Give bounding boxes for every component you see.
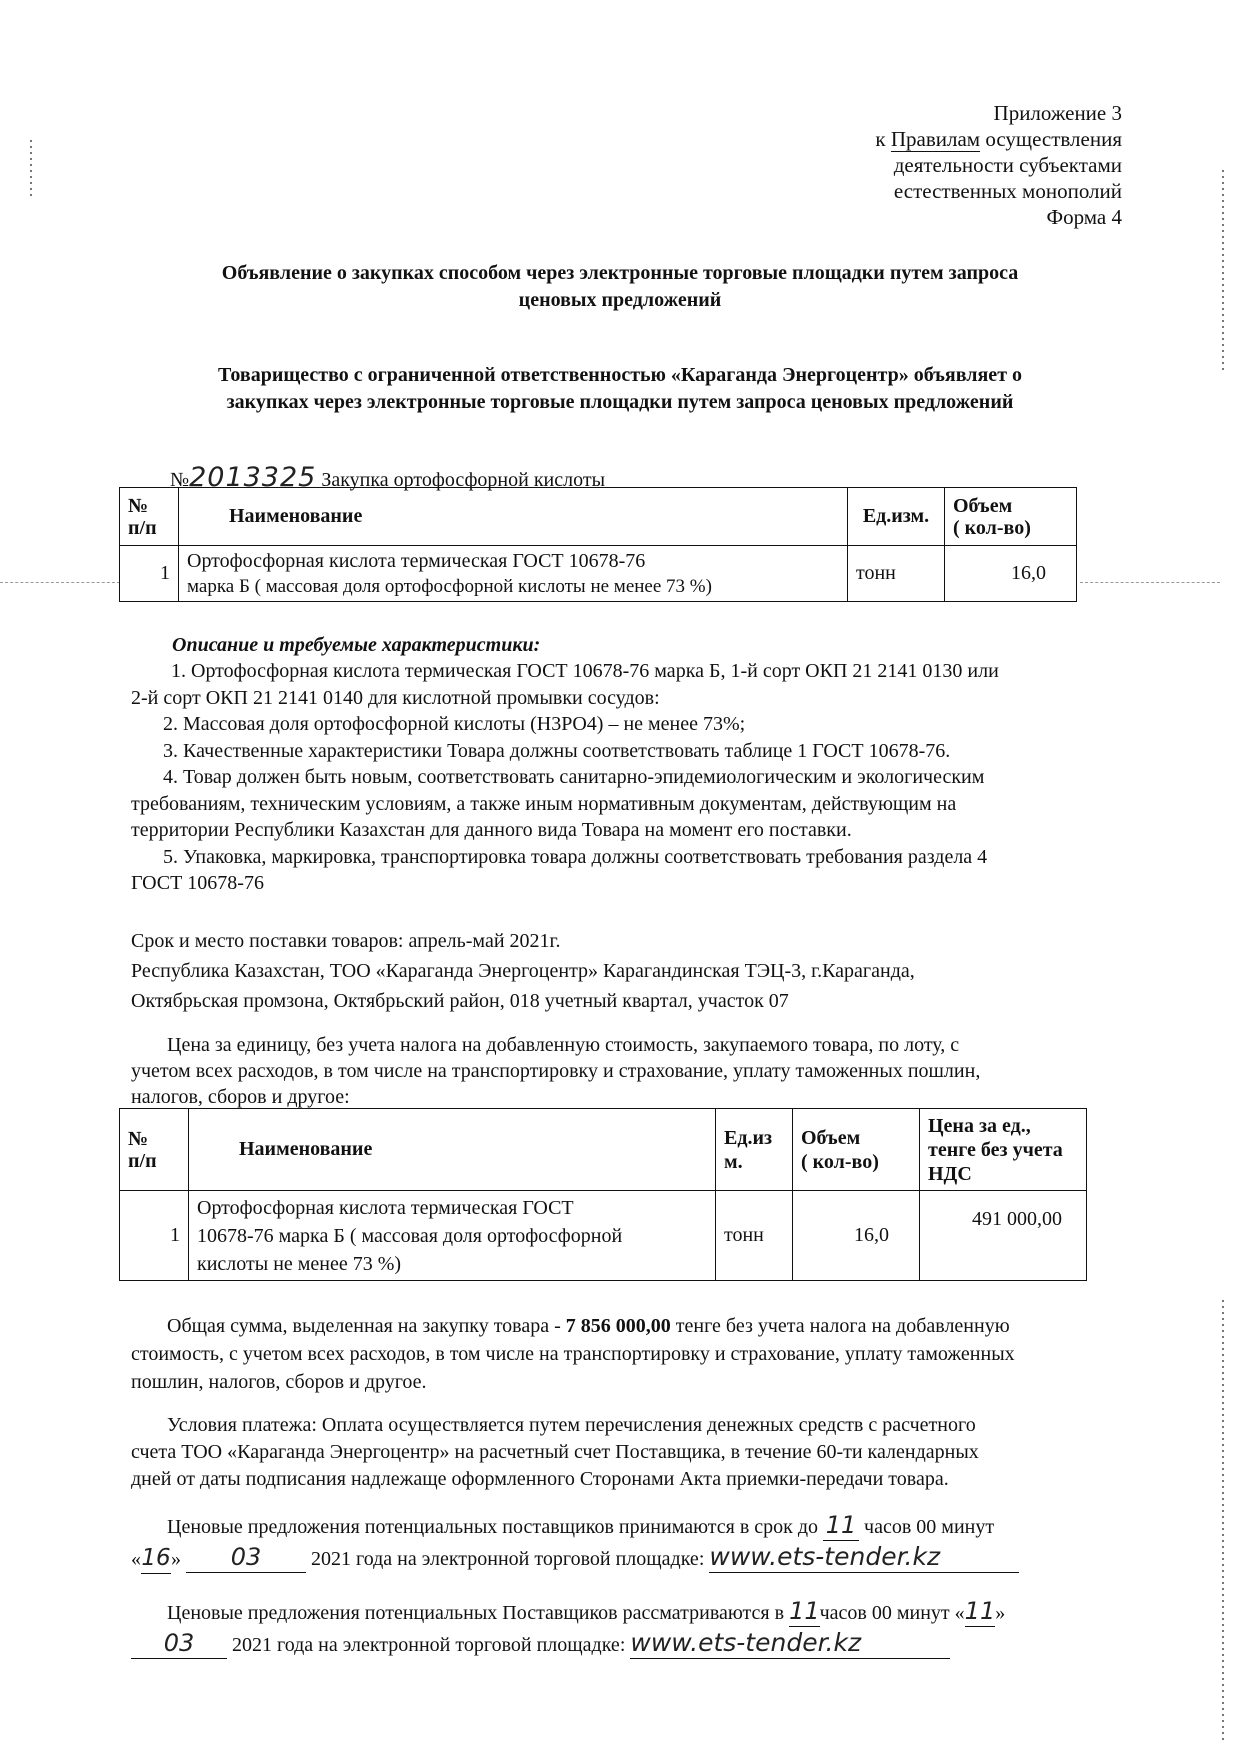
- scan-line-left: [0, 582, 120, 583]
- scan-edge-right-lower: [1222, 1300, 1224, 1740]
- lot-table-row-unit: тонн: [848, 546, 945, 602]
- total-line1-suffix: тенге без учета налога на добавленную: [670, 1315, 1010, 1337]
- acceptance-site: www.ets-tender.kz: [709, 1542, 1019, 1573]
- total-block: [131, 1312, 1119, 1396]
- price-table: [119, 1108, 1087, 1281]
- review-month: 03: [131, 1628, 227, 1659]
- lot-table-header-unit: Ед.изм.: [848, 488, 945, 546]
- lot-number-prefix: №: [170, 469, 190, 491]
- acceptance-text1: Ценовые предложения потенциальных поставщиков принимаются в срок до: [167, 1516, 819, 1538]
- org-statement-line2: закупках через электронные торговые площадки путем запроса ценовых предложений: [226, 391, 1014, 413]
- price-intro-line2: учетом всех расходов, в том числе на транспортировку и страхование, уплату таможенных пошлин,: [131, 1060, 981, 1082]
- appendix-line1: Приложение 3: [993, 101, 1122, 125]
- document-title-line1: Объявление о закупках способом через электронные торговые площадки путем запроса: [221, 262, 1019, 284]
- acceptance-line1: [131, 1510, 1131, 1542]
- payment-line2: счета ТОО «Караганда Энергоцентр» на расчетный счет Поставщика, в течение 60-ти календарных: [131, 1441, 979, 1463]
- description-item-5: 5. Упаковка, маркировка, транспортировка товара должны соответствовать требования раздела 4: [163, 845, 988, 868]
- lot-table-header-name: Наименование: [179, 488, 848, 546]
- price-intro-line3: налогов, сборов и другое:: [131, 1086, 350, 1108]
- price-table-header-num: № п/п: [120, 1109, 189, 1191]
- org-statement-line1: Товарищество с ограниченной ответственностью «Караганда Энергоцентр» объявляет о: [217, 364, 1023, 386]
- description-item-1: 1. Ортофосфорная кислота термическая ГОСТ 10678-76 марка Б, 1-й сорт ОКП 21 2141 0130 или: [171, 660, 999, 682]
- price-table-header-price: Цена за ед., тенге без учета НДС: [920, 1109, 1087, 1191]
- price-table-row-name-line2: 10678-76 марка Б ( массовая доля ортофосфорной: [197, 1224, 623, 1247]
- description-item-2: 2. Массовая доля ортофосфорной кислоты (H3PO4) – не менее 73%;: [163, 713, 746, 735]
- appendix-line2-prefix: к: [875, 127, 891, 151]
- review-text1: Ценовые предложения потенциальных Поставщиков рассматриваются в: [167, 1602, 785, 1624]
- lot-table-row-name-line1: Ортофосфорная кислота термическая ГОСТ 10678-76: [187, 549, 646, 572]
- org-statement: [120, 362, 1120, 416]
- price-table-row-name: [189, 1191, 716, 1281]
- lot-table: [119, 487, 1077, 602]
- appendix-line4: естественных монополий: [893, 179, 1122, 203]
- lot-table-row-num: 1: [120, 546, 179, 602]
- description-list: [131, 658, 1121, 897]
- scan-edge-right: [1222, 170, 1224, 370]
- description-item-4-cont1: требованиям, техническим условиям, а также иным нормативным документам, действующим на: [131, 792, 957, 815]
- payment-line1: Условия платежа: Оплата осуществляется путем перечисления денежных средств с расчетного: [167, 1414, 976, 1436]
- acceptance-month: 03: [186, 1542, 306, 1573]
- document-title-line2: ценовых предложений: [518, 289, 722, 311]
- lot-table-row-name: [179, 546, 848, 602]
- lot-name: Закупка ортофосфорной кислоты: [321, 469, 606, 491]
- appendix-line2: [875, 126, 1122, 152]
- rules-link[interactable]: Правилам: [890, 127, 981, 151]
- description-heading: Описание и требуемые характеристики:: [172, 634, 541, 656]
- lot-table-row-qty: 16,0: [945, 546, 1077, 602]
- review-site: www.ets-tender.kz: [630, 1628, 950, 1659]
- appendix-line2-suffix: осуществления: [980, 127, 1122, 151]
- review-text3: 2021 года на электронной торговой площадке:: [232, 1634, 626, 1656]
- price-table-row-name-line3: кислоты не менее 73 %): [197, 1252, 402, 1275]
- appendix-block: [875, 100, 1122, 230]
- payment-line3: дней от даты подписания надлежаще оформленного Сторонами Акта приемки-передачи товара.: [131, 1468, 949, 1490]
- price-table-row-qty: 16,0: [793, 1191, 920, 1281]
- price-table-row-price: 491 000,00: [920, 1191, 1087, 1281]
- lot-table-header-num: № п/п: [120, 488, 179, 546]
- price-table-row: [120, 1191, 1087, 1281]
- review-day: 11: [964, 1597, 996, 1625]
- price-table-row-name-line1: Ортофосфорная кислота термическая ГОСТ: [197, 1196, 574, 1219]
- delivery-line2: Республика Казахстан, ТОО «Караганда Энергоцентр» Карагандинская ТЭЦ-3, г.Караганда,: [131, 960, 915, 982]
- acceptance-hour: 11: [823, 1510, 859, 1541]
- description-item-4-cont2: территории Республики Казахстан для данного вида Товара на момент его поставки.: [131, 819, 852, 841]
- price-table-header-row: [120, 1109, 1087, 1191]
- appendix-line5: Форма 4: [1046, 205, 1122, 229]
- appendix-line3: деятельности субъектами: [893, 153, 1122, 177]
- price-table-header-unit: Ед.из м.: [716, 1109, 793, 1191]
- payment-block: [131, 1412, 1119, 1493]
- price-table-row-num: 1: [120, 1191, 189, 1281]
- acceptance-line2: [131, 1542, 1131, 1574]
- price-table-header-name: Наименование: [189, 1109, 716, 1191]
- acceptance-day: 16: [141, 1543, 171, 1574]
- description-item-5-cont: ГОСТ 10678-76: [131, 872, 264, 894]
- lot-table-header-qty: Объем ( кол-во): [945, 488, 1077, 546]
- scan-edge-left: [30, 140, 32, 200]
- total-amount: 7 856 000,00: [565, 1315, 671, 1337]
- delivery-line3: Октябрьская промзона, Октябрьский район, 018 учетный квартал, участок 07: [131, 990, 789, 1012]
- description-item-1-cont: 2-й сорт ОКП 21 2141 0140 для кислотной промывки сосудов:: [131, 686, 660, 709]
- price-table-header-qty: Объем ( кол-во): [793, 1109, 920, 1191]
- lot-table-header-row: [120, 488, 1077, 546]
- review-line2: [131, 1628, 1131, 1660]
- price-intro: [131, 1032, 1119, 1110]
- scan-line-right: [1080, 582, 1220, 583]
- document-title: [120, 260, 1120, 314]
- delivery-block: [131, 926, 915, 1016]
- price-intro-line1: Цена за единицу, без учета налога на добавленную стоимость, закупаемого товара, по лоту, с: [167, 1034, 960, 1056]
- review-close-quote: »: [995, 1602, 1006, 1624]
- review-hour: 11: [789, 1597, 820, 1625]
- acceptance-open-quote: «: [131, 1548, 141, 1570]
- price-table-row-unit: тонн: [716, 1191, 793, 1281]
- total-line2: стоимость, с учетом всех расходов, в том числе на транспортировку и страхование, уплату таможенных: [131, 1343, 1015, 1365]
- total-line1: [131, 1312, 1119, 1340]
- acceptance-block: [131, 1510, 1131, 1574]
- acceptance-text3: 2021 года на электронной торговой площадке:: [311, 1548, 705, 1570]
- review-text2: часов 00 минут «: [819, 1602, 965, 1624]
- lot-number-handwritten: 2013325: [189, 462, 317, 493]
- delivery-line1: Срок и место поставки товаров: апрель-май 2021г.: [131, 930, 561, 952]
- acceptance-text2: часов 00 минут: [864, 1516, 995, 1538]
- acceptance-close-quote: »: [171, 1548, 181, 1570]
- description-item-3: 3. Качественные характеристики Товара должны соответствовать таблице 1 ГОСТ 10678-76.: [163, 739, 951, 762]
- lot-table-row: [120, 546, 1077, 602]
- lot-table-row-name-line2: марка Б ( массовая доля ортофосфорной кислоты не менее 73 %): [187, 575, 712, 597]
- review-line1: [131, 1596, 1131, 1628]
- total-line1-prefix: Общая сумма, выделенная на закупку товара -: [167, 1315, 566, 1337]
- description-item-4: 4. Товар должен быть новым, соответствовать санитарно-эпидемиологическим и экологическим: [163, 766, 985, 788]
- review-block: [131, 1596, 1131, 1660]
- total-line3: пошлин, налогов, сборов и другое.: [131, 1371, 427, 1393]
